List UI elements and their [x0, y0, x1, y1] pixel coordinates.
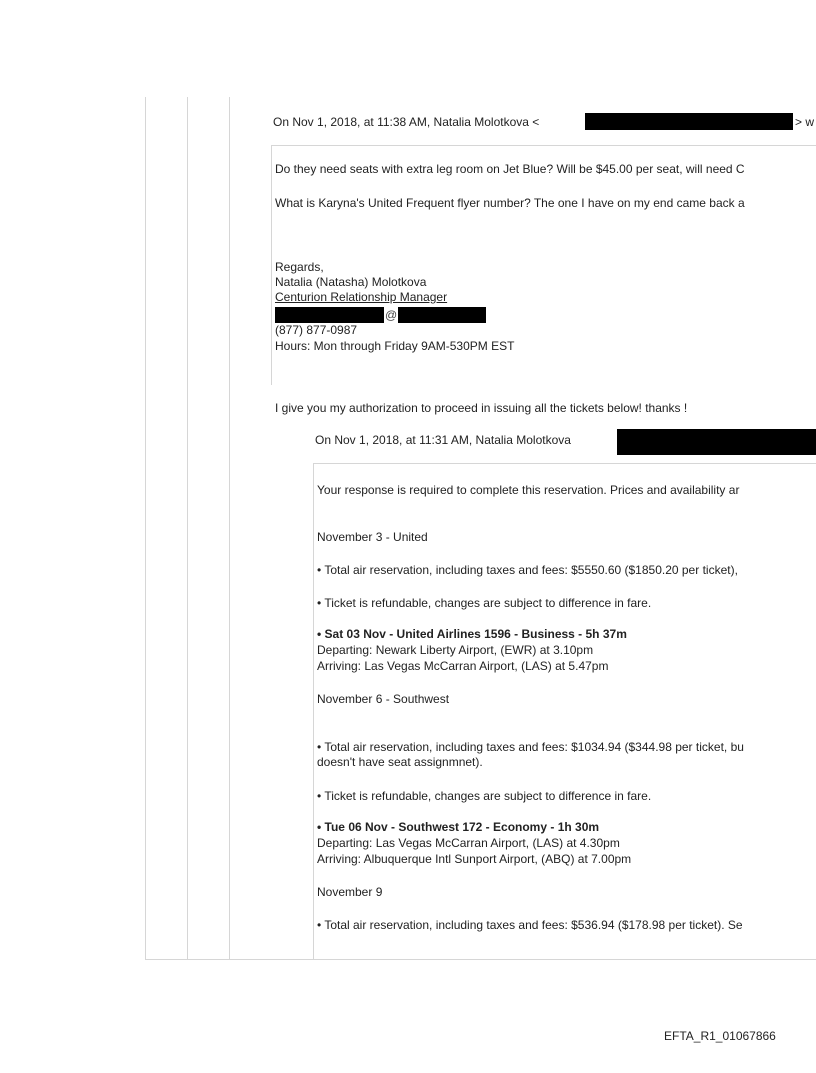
quote-bottom-border	[145, 959, 816, 960]
authorization-text: I give you my authorization to proceed in issuing all the tickets below! thanks !	[275, 401, 688, 415]
quote-block-1-top	[271, 145, 816, 146]
signature-regards: Regards,	[275, 260, 324, 274]
segment-2-total-cont: doesn't have seat assignmnet).	[317, 755, 483, 769]
quote-border-2	[187, 97, 188, 959]
quote-border-1	[145, 97, 146, 959]
segment-1-total: • Total air reservation, including taxes and fees: $5550.60 ($1850.20 per ticket),	[317, 563, 738, 577]
signature-hours: Hours: Mon through Friday 9AM-530PM EST	[275, 339, 515, 353]
segment-2-departing: Departing: Las Vegas McCarran Airport, (LAS) at 4.30pm	[317, 836, 620, 850]
signature-name: Natalia (Natasha) Molotkova	[275, 275, 427, 289]
segment-2-title: November 6 - Southwest	[317, 692, 450, 706]
segment-2-arriving: Arriving: Albuquerque Intl Sunport Airport, (ABQ) at 7.00pm	[317, 852, 632, 866]
email-header-2: On Nov 1, 2018, at 11:31 AM, Natalia Molotkova	[315, 433, 571, 447]
segment-2-total: • Total air reservation, including taxes and fees: $1034.94 ($344.98 per ticket, bu	[317, 740, 744, 754]
quote-border-3	[229, 97, 230, 959]
signature-phone: (877) 877-0987	[275, 323, 358, 337]
segment-1-arriving: Arriving: Las Vegas McCarran Airport, (LAS) at 5.47pm	[317, 659, 609, 673]
signature-at: @	[385, 308, 398, 322]
message-1-line-2: What is Karyna's United Frequent flyer number? The one I have on my end came back a	[275, 196, 745, 210]
redaction-email-2	[617, 429, 816, 455]
segment-1-flight: • Sat 03 Nov - United Airlines 1596 - Business - 5h 37m	[317, 627, 627, 641]
quote-block-2-top	[313, 463, 816, 464]
segment-3-title: November 9	[317, 885, 383, 899]
quote-block-2-left	[313, 463, 314, 959]
segment-1-departing: Departing: Newark Liberty Airport, (EWR) at 3.10pm	[317, 643, 594, 657]
quote-block-1-left	[271, 145, 272, 385]
redaction-email-1	[585, 113, 793, 130]
reservation-intro: Your response is required to complete this reservation. Prices and availability ar	[317, 483, 740, 497]
segment-1-title: November 3 - United	[317, 530, 428, 544]
redaction-email-user	[275, 307, 384, 323]
segment-2-refund: • Ticket is refundable, changes are subject to difference in fare.	[317, 789, 652, 803]
segment-3-total: • Total air reservation, including taxes and fees: $536.94 ($178.98 per ticket). Se	[317, 918, 743, 932]
message-1-line-1: Do they need seats with extra leg room on Jet Blue? Will be $45.00 per seat, will need C	[275, 162, 745, 176]
segment-1-refund: • Ticket is refundable, changes are subject to difference in fare.	[317, 596, 652, 610]
document-id: EFTA_R1_01067866	[664, 1029, 776, 1043]
redaction-email-domain	[398, 307, 486, 323]
signature-title: Centurion Relationship Manager	[275, 290, 448, 304]
email-header-1	[273, 115, 539, 129]
email-header-1-text: On Nov 1, 2018, at 11:38 AM, Natalia Molotkova <	[273, 115, 540, 129]
email-header-1-suffix: > w	[795, 115, 815, 129]
segment-2-flight: • Tue 06 Nov - Southwest 172 - Economy - 1h 30m	[317, 820, 600, 834]
